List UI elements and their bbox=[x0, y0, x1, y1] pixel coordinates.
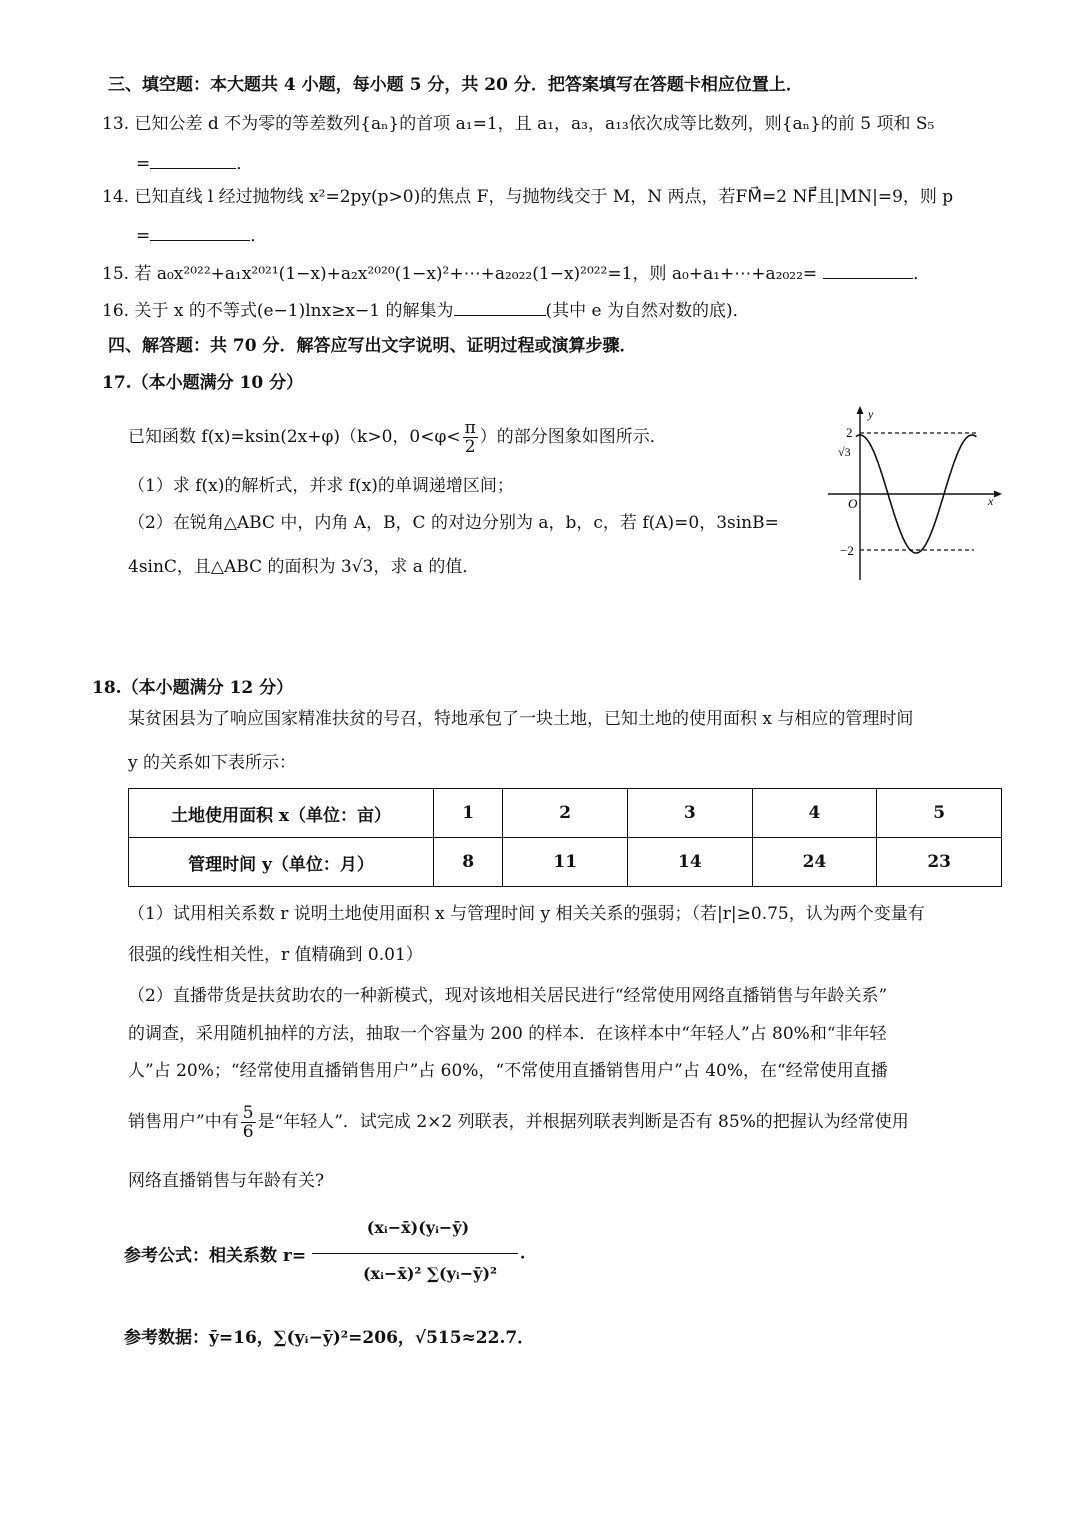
tick-label-neg2: −2 bbox=[840, 543, 854, 558]
q18-stem-line2: y 的关系如下表所示： bbox=[128, 753, 297, 773]
q15-answer-blank bbox=[823, 260, 913, 279]
q18-data-table bbox=[128, 788, 1002, 887]
tick-label-2: 2 bbox=[846, 425, 853, 440]
q18-part1-line2: 很强的线性相关性，r 值精确到 0.01） bbox=[128, 945, 423, 965]
formula-end: ． bbox=[520, 1243, 537, 1263]
q18-part1-line1: （1）试用相关系数 r 说明土地使用面积 x 与管理时间 y 相关关系的强弱；（若|r|≥0.75，认为两个变量有 bbox=[128, 904, 925, 924]
formula-denominator: (xᵢ−x̄)² ∑(yᵢ−ȳ)² bbox=[362, 1264, 498, 1283]
origin-label: O bbox=[848, 496, 858, 511]
q18-part2-line4 bbox=[128, 1102, 909, 1142]
table-cell: 1 bbox=[434, 789, 503, 838]
q18-part2-line5: 网络直播销售与年龄有关? bbox=[128, 1171, 325, 1191]
q13-line1: 13. 已知公差 d 不为零的等差数列{aₙ}的首项 a₁=1，且 a₁，a₃，a₁₃依次成等比数列，则{aₙ}的前 5 项和 S₅ bbox=[102, 114, 935, 134]
q17-part2-line2: 4sinC，且△ABC 的面积为 3√3，求 a 的值． bbox=[128, 557, 480, 577]
q17-frac-num: π bbox=[464, 418, 476, 438]
q16-text: 16. 关于 x 的不等式(e−1)lnx≥x−1 的解集为 bbox=[102, 301, 454, 321]
q16-suffix: (其中 e 为自然对数的底)． bbox=[545, 301, 750, 321]
q18-frac-den: 6 bbox=[242, 1122, 254, 1142]
q18-part2-line1: （2）直播带货是扶贫助农的一种新模式，现对该地相关居民进行“经常使用网络直播销售与年龄关系” bbox=[128, 986, 888, 1006]
q17-part2-line1: （2）在锐角△ABC 中，内角 A，B，C 的对边分别为 a，b，c，若 f(A)=0，3sinB= bbox=[128, 513, 779, 533]
q18-title: 18.（本小题满分 12 分） bbox=[92, 678, 294, 698]
q13-equals: = bbox=[136, 154, 151, 174]
q13-line2 bbox=[136, 150, 253, 175]
q16-answer-blank bbox=[454, 297, 546, 316]
table-row-header: 土地使用面积 x（单位：亩） bbox=[129, 789, 434, 838]
q13-answer-blank bbox=[150, 150, 236, 169]
q18-part2-line4-suffix: 是“年轻人”．试完成 2×2 列联表，并根据列联表判断是否有 85%的把握认为经常使用 bbox=[257, 1112, 909, 1132]
q16-line bbox=[102, 297, 750, 322]
table-cell: 14 bbox=[628, 838, 753, 887]
q17-part1: （1）求 f(x)的解析式，并求 f(x)的单调递增区间； bbox=[128, 476, 514, 496]
q18-frac-num: 5 bbox=[242, 1103, 254, 1123]
q17-stem bbox=[128, 418, 667, 456]
q18-part2-line2: 的调查，采用随机抽样的方法，抽取一个容量为 200 的样本．在该样本中“年轻人”占 80%和“非年轻 bbox=[128, 1024, 887, 1044]
x-label: x bbox=[988, 494, 994, 508]
formula-numerator: (xᵢ−x̄)(yᵢ−ȳ) bbox=[366, 1218, 470, 1237]
q17-frac-den: 2 bbox=[464, 437, 476, 457]
q14-period: ． bbox=[250, 226, 268, 246]
section3-heading: 三、填空题：本大题共 4 小题，每小题 5 分，共 20 分．把答案填写在答题卡相应位置上． bbox=[108, 75, 803, 95]
table-row-header: 管理时间 y（单位：月） bbox=[129, 838, 434, 887]
tick-label-sqrt3: √3 bbox=[838, 445, 851, 459]
table-cell: 11 bbox=[503, 838, 628, 887]
y-axis-arrow bbox=[857, 406, 864, 414]
table-cell: 8 bbox=[434, 838, 503, 887]
q17-pi-over-2 bbox=[463, 419, 478, 456]
q18-part2-line3: 人”占 20%；“经常使用直播销售用户”占 60%，“不常使用直播销售用户”占 40%，在“经常使用直播 bbox=[128, 1061, 888, 1081]
reference-data: 参考数据：ȳ=16，∑(yᵢ−ȳ)²=206，√515≈22.7． bbox=[124, 1328, 535, 1348]
table-cell: 5 bbox=[877, 789, 1002, 838]
section4-heading: 四、解答题：共 70 分．解答应写出文字说明、证明过程或演算步骤． bbox=[108, 336, 637, 356]
q17-stem-prefix: 已知函数 f(x)=ksin(2x+φ)（k>0，0<φ< bbox=[128, 427, 461, 447]
q17-title: 17.（本小题满分 10 分） bbox=[102, 373, 304, 393]
q18-stem-line1: 某贫困县为了响应国家精准扶贫的号召，特地承包了一块土地，已知土地的使用面积 x 与相应的管理时间 bbox=[128, 709, 914, 729]
q18-fraction bbox=[241, 1104, 256, 1141]
q14-line2 bbox=[136, 222, 267, 247]
formula-fraction-bar bbox=[312, 1253, 518, 1254]
q14-equals: = bbox=[136, 226, 151, 246]
formula-label: 参考公式：相关系数 r= bbox=[124, 1246, 307, 1266]
table-cell: 24 bbox=[752, 838, 877, 887]
y-label: y bbox=[868, 407, 874, 421]
q17-sine-graph bbox=[826, 404, 1006, 584]
q15-period: ． bbox=[913, 264, 931, 284]
q15-line bbox=[102, 260, 930, 285]
q14-answer-blank bbox=[150, 222, 250, 241]
table-cell: 3 bbox=[628, 789, 753, 838]
table-cell: 2 bbox=[503, 789, 628, 838]
q13-period: ． bbox=[236, 154, 254, 174]
q17-stem-suffix: ）的部分图象如图所示． bbox=[479, 427, 667, 447]
table-row bbox=[129, 838, 1002, 887]
q18-part2-line4-prefix: 销售用户”中有 bbox=[128, 1112, 239, 1132]
x-axis-arrow bbox=[994, 491, 1002, 498]
q15-text: 15. 若 a₀x²⁰²²+a₁x²⁰²¹(1−x)+a₂x²⁰²⁰(1−x)²+⋯+a₂₀₂₂(1−x)²⁰²²=1，则 a₀+a₁+⋯+a₂₀₂₂= bbox=[102, 264, 818, 284]
table-cell: 4 bbox=[752, 789, 877, 838]
table-row bbox=[129, 789, 1002, 838]
table-cell: 23 bbox=[877, 838, 1002, 887]
q14-line1: 14. 已知直线 l 经过抛物线 x²=2py(p>0)的焦点 F，与抛物线交于 M，N 两点，若FM⃗=2 NF⃗且|MN|=9，则 p bbox=[102, 187, 954, 207]
